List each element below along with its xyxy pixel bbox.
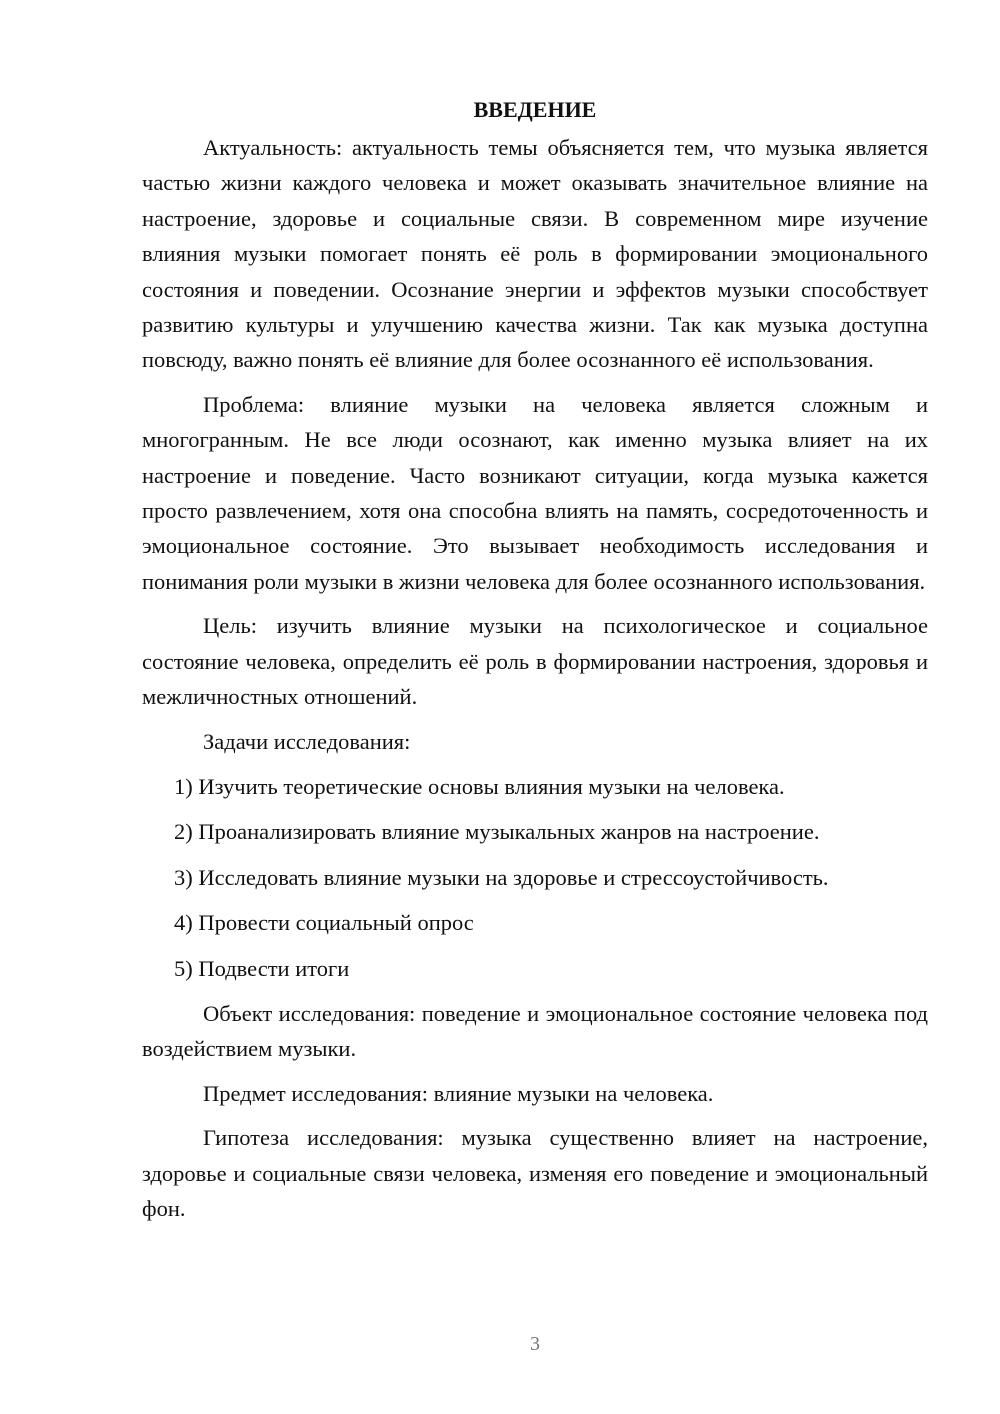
tasks-heading: Задачи исследования:	[203, 728, 411, 754]
problem-paragraph: Проблема: влияние музыки на человека является сложным и многогранным. Не все люди осознают, как именно музыка влияет на их настроение и поведение. Часто возникают ситуации, когда музыка кажется просто развлечением, хотя она способна влиять на память, сосредоточенность и эмоциональное состояние. Это вызывает необходимость исследования и понимания роли музыки в жизни человека для более осознанного использования.	[142, 391, 928, 594]
task-item-2: 2) Проанализировать влияние музыкальных жанров на настроение.	[174, 819, 820, 845]
object-paragraph: Объект исследования: поведение и эмоциональное состояние человека под воздействием музыки.	[142, 1000, 928, 1062]
relevance-paragraph: Актуальность: актуальность темы объясняется тем, что музыка является частью жизни каждого человека и может оказывать значительное влияние на настроение, здоровье и социальные связи. В современном мире изучение влияния музыки помогает понять её роль в формировании эмоционального состояния и поведении. Осознание энергии и эффектов музыки способствует развитию культуры и улучшению качества жизни. Так как музыка доступна повсюду, важно понять её влияние для более осознанного её использования.	[142, 135, 928, 373]
hypothesis-paragraph: Гипотеза исследования: музыка существенно влияет на настроение, здоровье и социальные связи человека, изменяя его поведение и эмоциональный фон.	[142, 1125, 928, 1221]
task-item-4: 4) Провести социальный опрос	[174, 910, 474, 936]
document-page	[142, 92, 928, 1235]
goal-paragraph: Цель: изучить влияние музыки на психологическое и социальное состояние человека, определить её роль в формировании настроения, здоровья и межличностных отношений.	[142, 613, 928, 710]
task-item-5: 5) Подвести итоги	[174, 955, 350, 981]
task-item-1: 1) Изучить теоретические основы влияния музыки на человека.	[174, 773, 785, 799]
section-title: ВВЕДЕНИЕ	[473, 97, 597, 122]
task-item-3: 3) Исследовать влияние музыки на здоровье и стрессоустойчивость.	[174, 864, 829, 890]
page-number: 3	[530, 1333, 540, 1355]
subject-paragraph: Предмет исследования: влияние музыки на человека.	[203, 1080, 714, 1106]
